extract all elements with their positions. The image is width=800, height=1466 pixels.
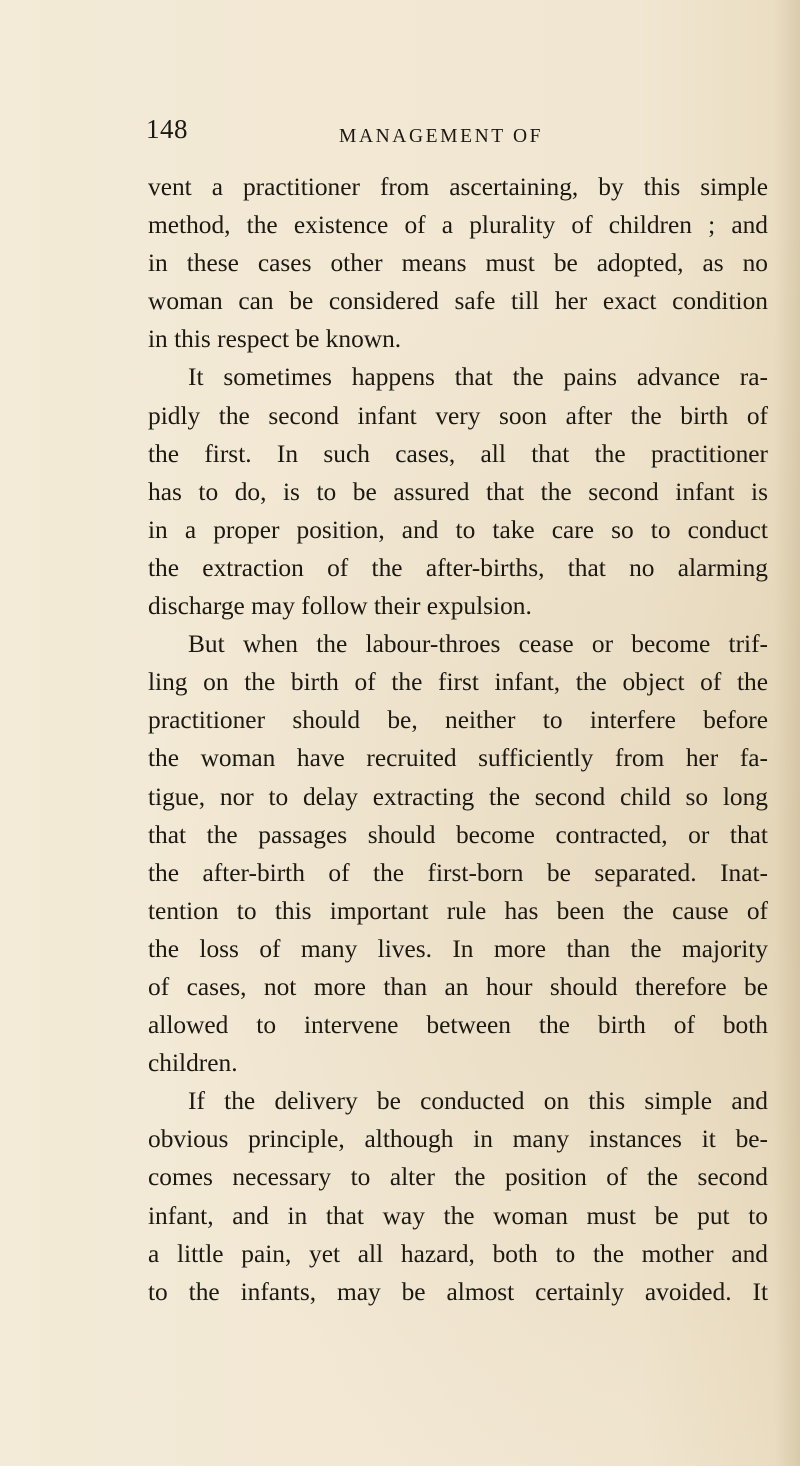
page-number: 148 bbox=[146, 114, 188, 144]
text-line: in this respect be known. bbox=[148, 325, 402, 354]
text-line: a little pain, yet all hazard, both to the mother and bbox=[148, 1239, 768, 1268]
text-line: practitioner should be, neither to interfere before bbox=[148, 706, 768, 735]
text-line: the after-birth of the first-born be separated. Inat- bbox=[148, 858, 768, 887]
body-text bbox=[148, 168, 768, 1311]
text-line: comes necessary to alter the position of the second bbox=[148, 1163, 768, 1192]
text-line: allowed to intervene between the birth of both bbox=[148, 1011, 768, 1040]
text-line: tigue, nor to delay extracting the second child so long bbox=[148, 782, 768, 811]
paragraph-start-line: If the delivery be conducted on this simple and bbox=[188, 1087, 768, 1116]
text-line: discharge may follow their expulsion. bbox=[148, 592, 532, 621]
text-line: the first. In such cases, all that the practitioner bbox=[148, 439, 768, 468]
text-line: ling on the birth of the first infant, the object of the bbox=[148, 668, 768, 697]
page-edge-shadow bbox=[774, 0, 800, 1466]
running-head: MANAGEMENT OF bbox=[339, 126, 544, 147]
paragraph-start-line: It sometimes happens that the pains advance ra- bbox=[188, 363, 768, 392]
text-line: in these cases other means must be adopted, as no bbox=[148, 249, 768, 278]
text-line: children. bbox=[148, 1049, 238, 1078]
text-line: pidly the second infant very soon after the birth of bbox=[148, 401, 768, 430]
text-line: infant, and in that way the woman must be put to bbox=[148, 1201, 768, 1230]
text-line: woman can be considered safe till her exact condition bbox=[148, 287, 768, 316]
text-line: vent a practitioner from ascertaining, by this simple bbox=[148, 173, 768, 201]
text-line: that the passages should become contracted, or that bbox=[148, 820, 768, 849]
text-line: in a proper position, and to take care so to conduct bbox=[148, 515, 768, 544]
text-line: the loss of many lives. In more than the majority bbox=[148, 934, 768, 963]
text-line: tention to this important rule has been the cause of bbox=[148, 896, 768, 925]
text-line: obvious principle, although in many instances it be- bbox=[148, 1125, 768, 1154]
text-line: the woman have recruited sufficiently from her fa- bbox=[148, 744, 768, 773]
text-line: to the infants, may be almost certainly avoided. It bbox=[148, 1277, 768, 1306]
text-line: method, the existence of a plurality of children ; and bbox=[148, 211, 768, 240]
text-line: of cases, not more than an hour should therefore be bbox=[148, 972, 768, 1001]
text-line: the extraction of the after-births, that no alarming bbox=[148, 553, 768, 582]
text-line: has to do, is to be assured that the second infant is bbox=[148, 477, 768, 506]
paragraph-start-line: But when the labour-throes cease or become trif- bbox=[188, 630, 768, 659]
